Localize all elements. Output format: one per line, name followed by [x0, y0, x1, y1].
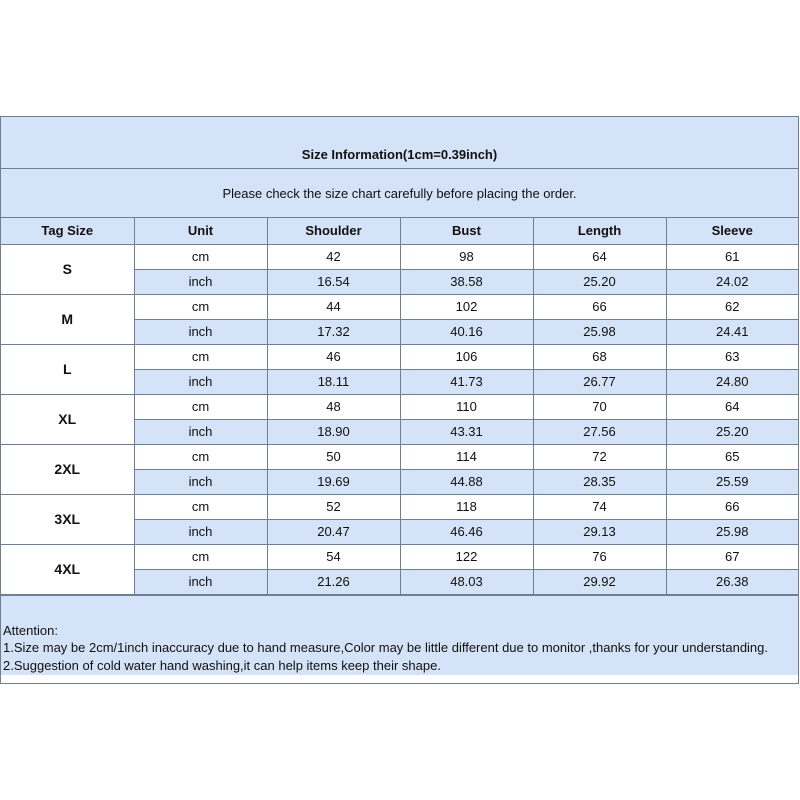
shoulder-cell: 16.54: [267, 269, 400, 294]
unit-cell: cm: [134, 444, 267, 469]
length-cell: 27.56: [533, 419, 666, 444]
length-cell: 74: [533, 494, 666, 519]
bust-cell: 114: [400, 444, 533, 469]
table-row: [1, 394, 798, 419]
unit-cell: cm: [134, 544, 267, 569]
table-row: [1, 344, 798, 369]
header-sleeve: Sleeve: [666, 218, 798, 244]
table-row: [1, 444, 798, 469]
sleeve-cell: 25.59: [666, 469, 798, 494]
shoulder-cell: 44: [267, 294, 400, 319]
unit-cell: inch: [134, 319, 267, 344]
length-cell: 72: [533, 444, 666, 469]
tag-size-cell: 3XL: [1, 494, 134, 544]
sleeve-cell: 66: [666, 494, 798, 519]
sleeve-cell: 64: [666, 394, 798, 419]
size-chart-title: Size Information(1cm=0.39inch): [1, 117, 798, 169]
sleeve-cell: 62: [666, 294, 798, 319]
shoulder-cell: 18.11: [267, 369, 400, 394]
unit-cell: cm: [134, 494, 267, 519]
table-row: [1, 294, 798, 319]
tag-size-cell: 4XL: [1, 544, 134, 594]
bust-cell: 106: [400, 344, 533, 369]
length-cell: 25.98: [533, 319, 666, 344]
unit-cell: inch: [134, 519, 267, 544]
sleeve-cell: 26.38: [666, 569, 798, 594]
shoulder-cell: 46: [267, 344, 400, 369]
header-bust: Bust: [400, 218, 533, 244]
bust-cell: 48.03: [400, 569, 533, 594]
sleeve-cell: 61: [666, 244, 798, 269]
sleeve-cell: 24.80: [666, 369, 798, 394]
unit-cell: inch: [134, 569, 267, 594]
sleeve-cell: 65: [666, 444, 798, 469]
header-length: Length: [533, 218, 666, 244]
unit-cell: cm: [134, 244, 267, 269]
sleeve-cell: 25.20: [666, 419, 798, 444]
header-unit: Unit: [134, 218, 267, 244]
sleeve-cell: 24.02: [666, 269, 798, 294]
sleeve-cell: 67: [666, 544, 798, 569]
tag-size-cell: XL: [1, 394, 134, 444]
shoulder-cell: 20.47: [267, 519, 400, 544]
shoulder-cell: 19.69: [267, 469, 400, 494]
unit-cell: cm: [134, 394, 267, 419]
length-cell: 66: [533, 294, 666, 319]
unit-cell: cm: [134, 344, 267, 369]
unit-cell: inch: [134, 369, 267, 394]
sleeve-cell: 63: [666, 344, 798, 369]
shoulder-cell: 18.90: [267, 419, 400, 444]
length-cell: 25.20: [533, 269, 666, 294]
length-cell: 28.35: [533, 469, 666, 494]
length-cell: 29.13: [533, 519, 666, 544]
header-tag-size: Tag Size: [1, 218, 134, 244]
shoulder-cell: 48: [267, 394, 400, 419]
sleeve-cell: 24.41: [666, 319, 798, 344]
bust-cell: 38.58: [400, 269, 533, 294]
length-cell: 29.92: [533, 569, 666, 594]
bust-cell: 41.73: [400, 369, 533, 394]
tag-size-cell: S: [1, 244, 134, 294]
header-shoulder: Shoulder: [267, 218, 400, 244]
table-row: [1, 244, 798, 269]
shoulder-cell: 42: [267, 244, 400, 269]
attention-line-2: 2.Suggestion of cold water hand washing,it can help items keep their shape.: [3, 657, 441, 673]
unit-cell: inch: [134, 269, 267, 294]
bust-cell: 40.16: [400, 319, 533, 344]
header-row: [1, 218, 798, 244]
size-chart: [0, 116, 799, 684]
tag-size-cell: 2XL: [1, 444, 134, 494]
shoulder-cell: 17.32: [267, 319, 400, 344]
shoulder-cell: 21.26: [267, 569, 400, 594]
shoulder-cell: 54: [267, 544, 400, 569]
tag-size-cell: L: [1, 344, 134, 394]
sleeve-cell: 25.98: [666, 519, 798, 544]
bust-cell: 122: [400, 544, 533, 569]
attention-heading: Attention:: [3, 622, 58, 638]
bust-cell: 46.46: [400, 519, 533, 544]
size-table: [1, 218, 798, 595]
table-row: [1, 544, 798, 569]
attention-notes: [1, 595, 798, 675]
length-cell: 76: [533, 544, 666, 569]
length-cell: 70: [533, 394, 666, 419]
attention-line-1: 1.Size may be 2cm/1inch inaccuracy due to hand measure,Color may be little different due to monitor ,thanks for your understanding.: [3, 640, 769, 655]
bust-cell: 44.88: [400, 469, 533, 494]
bust-cell: 118: [400, 494, 533, 519]
length-cell: 26.77: [533, 369, 666, 394]
shoulder-cell: 52: [267, 494, 400, 519]
length-cell: 68: [533, 344, 666, 369]
order-notice: Please check the size chart carefully before placing the order.: [1, 169, 798, 218]
bust-cell: 98: [400, 244, 533, 269]
table-row: [1, 494, 798, 519]
bust-cell: 110: [400, 394, 533, 419]
unit-cell: inch: [134, 419, 267, 444]
tag-size-cell: M: [1, 294, 134, 344]
bust-cell: 102: [400, 294, 533, 319]
length-cell: 64: [533, 244, 666, 269]
unit-cell: inch: [134, 469, 267, 494]
bust-cell: 43.31: [400, 419, 533, 444]
unit-cell: cm: [134, 294, 267, 319]
shoulder-cell: 50: [267, 444, 400, 469]
